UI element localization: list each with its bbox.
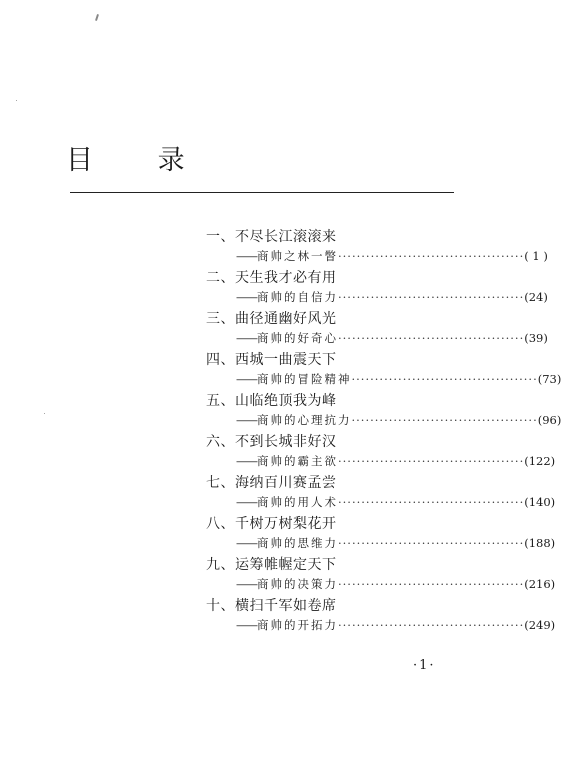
toc-entry xyxy=(206,474,556,515)
toc-entry xyxy=(206,351,561,392)
dot-leader: ········································ xyxy=(351,372,538,386)
ink-speck xyxy=(16,100,17,101)
chapter-subtitle: 商帅的思维力 xyxy=(257,536,338,550)
chapter-page-number: (73) xyxy=(537,372,561,386)
chapter-subtitle: 商帅的冒险精神 xyxy=(257,372,352,386)
dash: —— xyxy=(236,577,257,591)
chapter-title: 六、不到长城非好汉 xyxy=(206,434,337,450)
chapter-page-number: ( 1 ) xyxy=(524,249,548,263)
chapter-subtitle: 商帅的好奇心 xyxy=(257,331,338,345)
chapter-subtitle-line xyxy=(236,618,556,633)
dot-leader: ········································ xyxy=(338,577,525,591)
dash: —— xyxy=(236,331,257,345)
dash: —— xyxy=(236,413,257,427)
chapter-subtitle-line xyxy=(236,372,561,387)
chapter-subtitle-line xyxy=(236,577,556,592)
page-title: 目 录 xyxy=(66,145,213,176)
dot-leader: ········································ xyxy=(338,536,525,550)
dash: —— xyxy=(236,249,257,263)
chapter-subtitle-line xyxy=(236,454,556,469)
dash: —— xyxy=(236,618,257,632)
chapter-subtitle: 商帅的自信力 xyxy=(257,290,338,304)
dot-leader: ········································ xyxy=(338,495,525,509)
chapter-subtitle: 商帅的用人术 xyxy=(257,495,338,509)
chapter-title: 五、山临绝顶我为峰 xyxy=(206,393,337,409)
dash: —— xyxy=(236,372,257,386)
dash: —— xyxy=(236,536,257,550)
toc-entry xyxy=(206,433,556,474)
dot-leader: ········································ xyxy=(338,331,525,345)
dot-leader: ········································ xyxy=(338,249,525,263)
chapter-subtitle: 商帅的开拓力 xyxy=(257,618,338,632)
dot-leader: ········································ xyxy=(338,618,525,632)
title-rule xyxy=(70,192,454,193)
chapter-subtitle-line xyxy=(236,536,556,551)
table-of-contents xyxy=(206,228,561,638)
toc-entry xyxy=(206,597,556,638)
chapter-title: 八、千树万树梨花开 xyxy=(206,516,337,532)
dash: —— xyxy=(236,454,257,468)
chapter-subtitle: 商帅的决策力 xyxy=(257,577,338,591)
chapter-subtitle-line xyxy=(236,495,556,510)
chapter-subtitle: 商帅的霸主欲 xyxy=(257,454,338,468)
chapter-title: 一、不尽长江滚滚来 xyxy=(206,229,337,245)
chapter-title: 七、海纳百川赛孟尝 xyxy=(206,475,337,491)
chapter-page-number: (24) xyxy=(524,290,548,304)
chapter-page-number: (96) xyxy=(537,413,561,427)
chapter-page-number: (122) xyxy=(524,454,556,468)
chapter-subtitle: 商帅之林一瞥 xyxy=(257,249,338,263)
toc-entry xyxy=(206,310,548,351)
chapter-subtitle: 商帅的心理抗力 xyxy=(257,413,352,427)
chapter-page-number: (140) xyxy=(524,495,556,509)
ink-speck xyxy=(44,413,45,414)
chapter-page-number: (216) xyxy=(524,577,556,591)
toc-entry xyxy=(206,556,556,597)
dot-leader: ········································ xyxy=(338,454,525,468)
chapter-subtitle-line xyxy=(236,413,561,428)
dash: —— xyxy=(236,290,257,304)
chapter-title: 四、西城一曲震天下 xyxy=(206,352,337,368)
toc-entry xyxy=(206,392,561,433)
chapter-title: 十、横扫千军如卷席 xyxy=(206,598,337,614)
toc-entry xyxy=(206,269,548,310)
chapter-subtitle-line xyxy=(236,290,548,305)
chapter-subtitle-line xyxy=(236,249,548,264)
chapter-page-number: (188) xyxy=(524,536,556,550)
page-number: ·1· xyxy=(413,658,436,673)
chapter-page-number: (249) xyxy=(524,618,556,632)
dot-leader: ········································ xyxy=(351,413,538,427)
toc-entry xyxy=(206,515,556,556)
dot-leader: ········································ xyxy=(338,290,525,304)
chapter-title: 九、运筹帷幄定天下 xyxy=(206,557,337,573)
chapter-subtitle-line xyxy=(236,331,548,346)
ink-speck xyxy=(95,14,99,21)
toc-entry xyxy=(206,228,548,269)
chapter-title: 二、天生我才必有用 xyxy=(206,270,337,286)
dash: —— xyxy=(236,495,257,509)
chapter-title: 三、曲径通幽好风光 xyxy=(206,311,337,327)
chapter-page-number: (39) xyxy=(524,331,548,345)
